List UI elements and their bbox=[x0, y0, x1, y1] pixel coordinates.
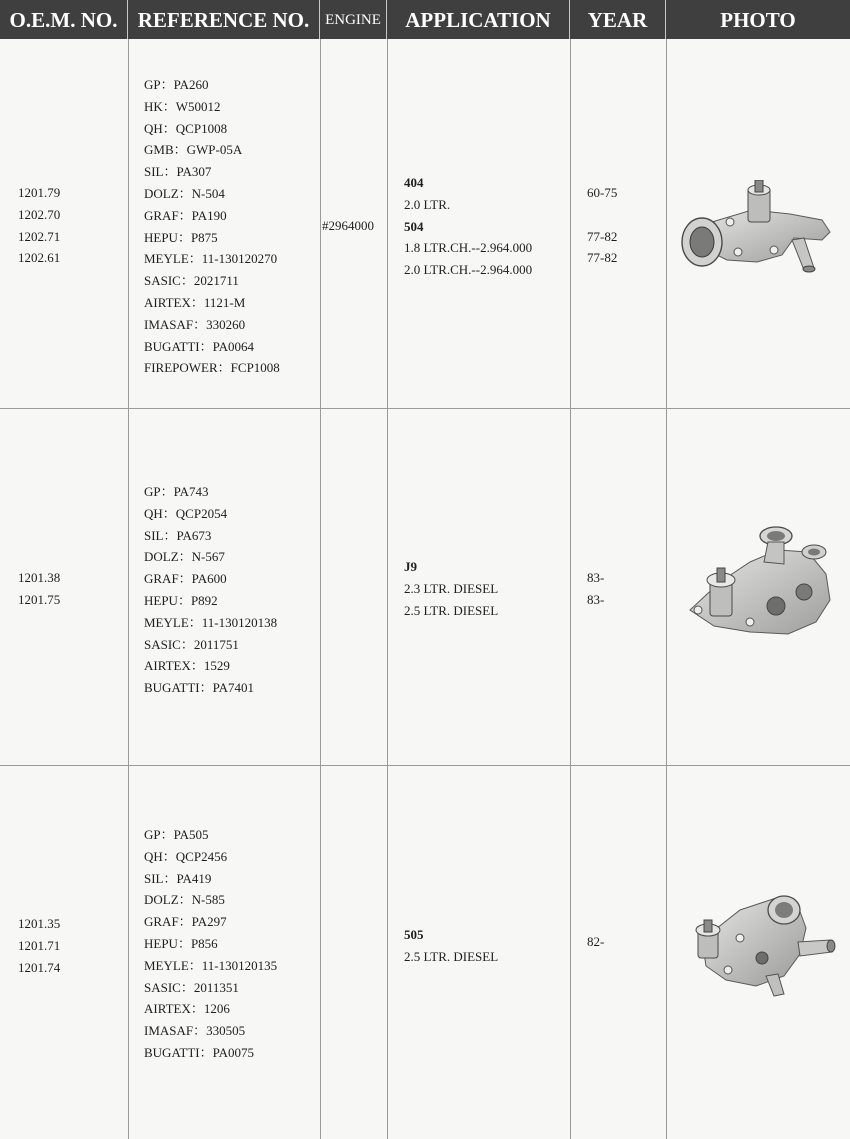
table-header bbox=[0, 0, 850, 39]
application-list bbox=[404, 556, 498, 621]
application-list bbox=[404, 172, 532, 281]
vehicle-model: 404 bbox=[404, 175, 424, 190]
header-year: YEAR bbox=[570, 0, 666, 39]
reference-number: HK：W50012 bbox=[144, 98, 221, 114]
reference-number: QH：QCP1008 bbox=[144, 120, 228, 136]
reference-number: GP：PA260 bbox=[144, 77, 209, 92]
reference-number: SIL：PA307 bbox=[144, 164, 212, 180]
column-divider bbox=[570, 39, 571, 1139]
oem-number: 1201.79 bbox=[18, 185, 61, 200]
reference-number: DOLZ：N-567 bbox=[144, 549, 225, 565]
oem-number: 1202.70 bbox=[18, 206, 61, 222]
year-list bbox=[587, 567, 604, 611]
column-divider bbox=[128, 39, 129, 1139]
vehicle-model: J9 bbox=[404, 559, 417, 574]
header-photo: PHOTO bbox=[720, 8, 796, 32]
engine-code bbox=[322, 215, 374, 237]
oem-list bbox=[18, 182, 60, 269]
engine-variant: 1.8 LTR.CH.--2.964.000 bbox=[404, 240, 533, 256]
header-engine: ENGINE bbox=[320, 0, 387, 39]
oem-number: 1201.74 bbox=[18, 959, 61, 975]
reference-number: MEYLE：11-130120135 bbox=[144, 957, 278, 973]
water-pump-photo bbox=[680, 522, 840, 647]
oem-number: 1201.38 bbox=[18, 570, 61, 585]
oem-number: 1201.75 bbox=[18, 591, 61, 607]
header-reference: REFERENCE NO. bbox=[128, 0, 320, 39]
reference-number: SIL：PA673 bbox=[144, 527, 212, 543]
year-range: 83- bbox=[587, 570, 605, 585]
engine-variant: 2.3 LTR. DIESEL bbox=[404, 580, 499, 596]
application-list bbox=[404, 924, 498, 968]
reference-number: HEPU：P892 bbox=[144, 592, 218, 608]
reference-number: BUGATTI：PA0075 bbox=[144, 1044, 255, 1060]
engine-variant: 2.5 LTR. DIESEL bbox=[404, 948, 499, 964]
oem-list bbox=[18, 567, 60, 611]
reference-number: GRAF：PA600 bbox=[144, 571, 227, 587]
reference-number: DOLZ：N-504 bbox=[144, 185, 225, 201]
header-oem: O.E.M. NO. bbox=[0, 0, 128, 39]
reference-number: MEYLE：11-130120138 bbox=[144, 614, 278, 630]
reference-number: BUGATTI：PA7401 bbox=[144, 680, 255, 696]
year-list bbox=[587, 931, 604, 953]
reference-number: MEYLE：11-130120270 bbox=[144, 251, 278, 267]
vehicle-model: 504 bbox=[404, 218, 424, 234]
reference-number: GRAF：PA190 bbox=[144, 207, 227, 223]
reference-number: IMASAF：330260 bbox=[144, 316, 246, 332]
reference-list bbox=[144, 824, 277, 1064]
header-application: APPLICATION bbox=[387, 0, 570, 39]
engine-variant: 2.0 LTR. bbox=[404, 196, 451, 212]
year-range bbox=[587, 204, 617, 226]
oem-list bbox=[18, 913, 60, 978]
oem-number: 1202.61 bbox=[18, 250, 61, 266]
year-range: 60-75 bbox=[587, 185, 618, 200]
reference-number: AIRTEX：1206 bbox=[144, 1001, 230, 1017]
reference-number: DOLZ：N-585 bbox=[144, 892, 225, 908]
reference-number: FIREPOWER：FCP1008 bbox=[144, 360, 280, 376]
engine-value: #2964000 bbox=[322, 218, 374, 233]
oem-number: 1201.35 bbox=[18, 916, 61, 931]
water-pump-photo bbox=[680, 888, 840, 998]
reference-number: SASIC：2021711 bbox=[144, 273, 239, 289]
year-range: 77-82 bbox=[587, 228, 618, 244]
reference-number: GP：PA505 bbox=[144, 827, 209, 842]
column-divider bbox=[387, 39, 388, 1139]
reference-number: GRAF：PA297 bbox=[144, 914, 227, 930]
reference-number: BUGATTI：PA0064 bbox=[144, 338, 255, 354]
year-list bbox=[587, 182, 617, 269]
reference-number: SIL：PA419 bbox=[144, 870, 212, 886]
reference-number: AIRTEX：1121-M bbox=[144, 294, 246, 310]
column-divider bbox=[320, 39, 321, 1139]
oem-number: 1202.71 bbox=[18, 228, 61, 244]
vehicle-model: 505 bbox=[404, 927, 424, 942]
reference-number: GP：PA743 bbox=[144, 484, 209, 499]
reference-number: SASIC：2011351 bbox=[144, 979, 239, 995]
reference-list bbox=[144, 481, 277, 699]
reference-number: HEPU：P856 bbox=[144, 935, 218, 951]
reference-number: QH：QCP2456 bbox=[144, 848, 228, 864]
year-range: 77-82 bbox=[587, 250, 618, 266]
reference-number: QH：QCP2054 bbox=[144, 505, 228, 521]
row-divider bbox=[0, 408, 850, 409]
engine-variant: 2.5 LTR. DIESEL bbox=[404, 602, 499, 618]
column-divider bbox=[666, 39, 667, 1139]
reference-number: AIRTEX：1529 bbox=[144, 658, 230, 674]
reference-list bbox=[144, 74, 280, 379]
reference-number: SASIC：2011751 bbox=[144, 636, 239, 652]
year-range: 83- bbox=[587, 591, 605, 607]
engine-variant: 2.0 LTR.CH.--2.964.000 bbox=[404, 262, 533, 278]
oem-number: 1201.71 bbox=[18, 937, 61, 953]
year-range: 82- bbox=[587, 934, 605, 949]
reference-number: HEPU：P875 bbox=[144, 229, 218, 245]
water-pump-photo bbox=[672, 180, 838, 290]
reference-number: GMB：GWP-05A bbox=[144, 142, 243, 158]
reference-number: IMASAF：330505 bbox=[144, 1023, 246, 1039]
row-divider bbox=[0, 765, 850, 766]
